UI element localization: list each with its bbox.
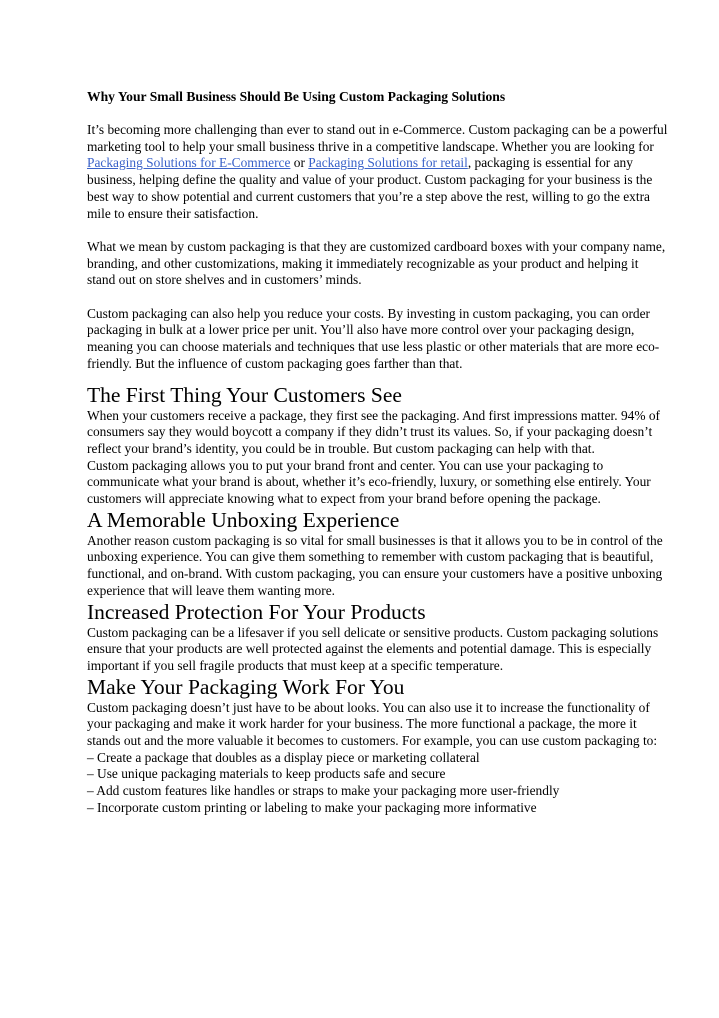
section-protection <box>87 600 669 675</box>
document-title: Why Your Small Business Should Be Using Custom Packaging Solutions <box>87 89 506 104</box>
list-item: – Create a package that doubles as a display piece or marketing collateral <box>87 749 480 765</box>
list-item: – Incorporate custom printing or labeling to make your packaging more informative <box>87 799 537 815</box>
intro-paragraph-2: What we mean by custom packaging is that they are customized cardboard boxes with your company name, branding, and other customizations, making it immediately recognizable as your product and helping it stand out on store shelves and in customers’ minds. <box>87 238 666 288</box>
intro-text-c: , packaging is essential for any business, helping define the quality and value of your product. Custom packaging for your business is the best way to show potential and current customers that you’re a step above the rest, willing to go the extra mile to ensure their satisfaction. <box>87 155 653 221</box>
section-paragraph: When your customers receive a package, they first see the packaging. And first impressions matter. 94% of consumers say they would boycott a company if they didn’t trust its values. So, if your packaging doesn’t reflect your brand’s identity, you could be in trouble. But custom packaging can help with that. <box>87 407 661 456</box>
section-paragraph: Custom packaging allows you to put your brand front and center. You can use your packaging to communicate what your brand is about, whether it’s eco-friendly, luxury, or something else entirely. Your customers will appreciate knowing what to expect from your brand before opening the package. <box>87 457 651 507</box>
section-packaging-work <box>87 675 669 817</box>
section-first-thing <box>87 383 669 508</box>
list-item: – Use unique packaging materials to keep products safe and secure <box>87 766 446 782</box>
section-heading: Increased Protection For Your Products <box>87 599 426 624</box>
list-item: – Add custom features like handles or straps to make your packaging more user-friendly <box>87 783 560 799</box>
section-paragraph: Custom packaging doesn’t just have to be about looks. You can also use it to increase the functionality of your packaging and make it work harder for your business. The more functional a package, the more it stands out and the more valuable it becomes to customers. For example, you can use custom packaging to: <box>87 699 658 749</box>
section-paragraph: Custom packaging can be a lifesaver if you sell delicate or sensitive products. Custom packaging solutions ensure that your products are well protected against the elements and potential damage. This is especially important if you sell fragile products that must keep at a specific temperature. <box>87 624 659 673</box>
retail-packaging-link[interactable]: Packaging Solutions for retail <box>308 155 468 171</box>
section-heading: A Memorable Unboxing Experience <box>87 507 400 532</box>
intro-text-a: It’s becoming more challenging than ever to stand out in e-Commerce. Custom packaging can be a powerful marketing tool to help your small business thrive in a competitive landscape. Whether you are looking for <box>87 122 668 154</box>
section-heading: Make Your Packaging Work For You <box>87 674 405 699</box>
section-heading: The First Thing Your Customers See <box>87 382 402 407</box>
section-unboxing <box>87 508 669 600</box>
section-paragraph: Another reason custom packaging is so vital for small businesses is that it allows you to be in control of the unboxing experience. You can give them something to remember with custom packaging that is beautiful, functional, and on-brand. With custom packaging, you can ensure your customers have a positive unboxing experience that will leave them wanting more. <box>87 532 663 598</box>
intro-text-b: or <box>290 155 309 171</box>
ecommerce-packaging-link[interactable]: Packaging Solutions for E-Commerce <box>87 155 291 171</box>
intro-paragraph-3: Custom packaging can also help you reduce your costs. By investing in custom packaging, you can order packaging in bulk at a lower price per unit. You’ll also have more control over your packaging design, meaning you can choose materials and techniques that use less plastic or other materials that are more eco-friendly. But the influence of custom packaging goes farther than that. <box>87 305 660 371</box>
intro-paragraph-1 <box>87 122 669 222</box>
